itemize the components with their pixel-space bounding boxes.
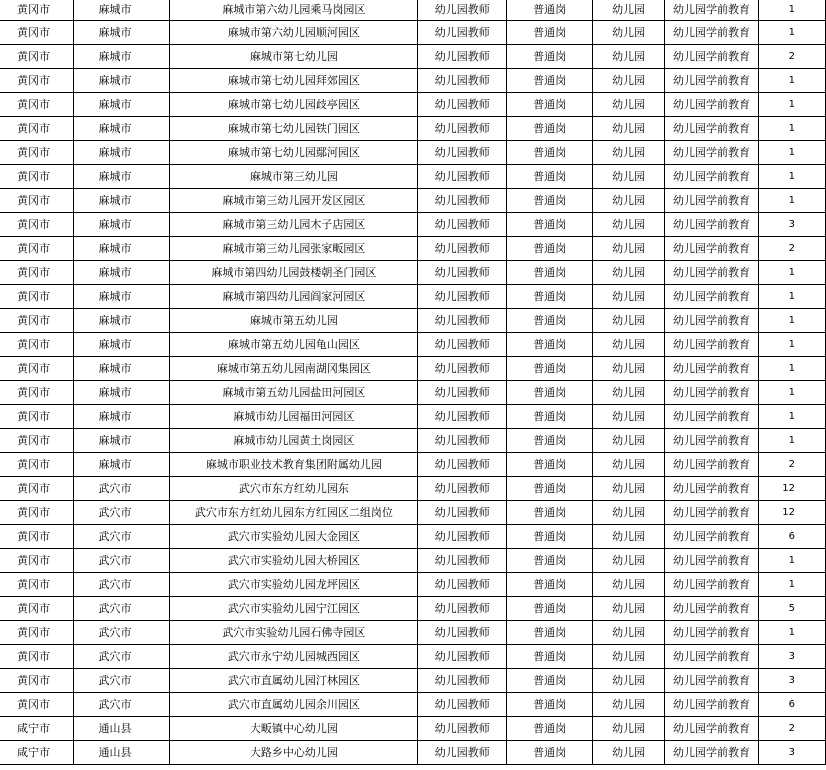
post-cell[interactable]: 幼儿园教师: [418, 717, 507, 741]
table-row: [0, 741, 826, 765]
county-cell[interactable]: 麻城市: [74, 285, 170, 309]
post-type-cell[interactable]: 普通岗: [507, 261, 593, 285]
county-cell[interactable]: 麻城市: [74, 333, 170, 357]
city-cell[interactable]: 黄冈市: [0, 357, 74, 381]
unit-cell[interactable]: 麻城市第四幼儿园阎家河园区: [170, 285, 418, 309]
city-cell[interactable]: 黄冈市: [0, 405, 74, 429]
table-row: [0, 477, 826, 501]
major-cell[interactable]: 幼儿园学前教育: [665, 285, 759, 309]
table-row: [0, 261, 826, 285]
city-cell[interactable]: 黄冈市: [0, 525, 74, 549]
unit-cell[interactable]: 武穴市实验幼儿园石佛寺园区: [170, 621, 418, 645]
major-cell[interactable]: 幼儿园学前教育: [665, 0, 759, 21]
unit-cell[interactable]: 大畈镇中心幼儿园: [170, 717, 418, 741]
unit-cell[interactable]: 武穴市实验幼儿园大金园区: [170, 525, 418, 549]
unit-cell[interactable]: 武穴市实验幼儿园宁江园区: [170, 597, 418, 621]
post-cell[interactable]: 幼儿园教师: [418, 453, 507, 477]
level-cell[interactable]: 幼儿园: [593, 381, 665, 405]
county-cell[interactable]: 武穴市: [74, 549, 170, 573]
major-cell[interactable]: 幼儿园学前教育: [665, 501, 759, 525]
unit-cell[interactable]: 麻城市第五幼儿园龟山园区: [170, 333, 418, 357]
county-cell[interactable]: 通山县: [74, 717, 170, 741]
count-cell[interactable]: 1: [759, 189, 826, 213]
level-cell[interactable]: 幼儿园: [593, 573, 665, 597]
level-cell[interactable]: 幼儿园: [593, 117, 665, 141]
city-cell[interactable]: 黄冈市: [0, 45, 74, 69]
count-cell[interactable]: 1: [759, 405, 826, 429]
post-cell[interactable]: 幼儿园教师: [418, 285, 507, 309]
count-cell[interactable]: 2: [759, 453, 826, 477]
count-cell[interactable]: 1: [759, 429, 826, 453]
count-cell[interactable]: 1: [759, 573, 826, 597]
county-cell[interactable]: 麻城市: [74, 213, 170, 237]
county-cell[interactable]: 麻城市: [74, 117, 170, 141]
level-cell[interactable]: 幼儿园: [593, 189, 665, 213]
unit-cell[interactable]: 麻城市职业技术教育集团附属幼儿园: [170, 453, 418, 477]
major-cell[interactable]: 幼儿园学前教育: [665, 525, 759, 549]
county-cell[interactable]: 通山县: [74, 741, 170, 765]
city-cell[interactable]: 黄冈市: [0, 501, 74, 525]
major-cell[interactable]: 幼儿园学前教育: [665, 117, 759, 141]
post-type-cell[interactable]: 普通岗: [507, 645, 593, 669]
major-cell[interactable]: 幼儿园学前教育: [665, 381, 759, 405]
post-type-cell[interactable]: 普通岗: [507, 741, 593, 765]
major-cell[interactable]: 幼儿园学前教育: [665, 213, 759, 237]
post-type-cell[interactable]: 普通岗: [507, 69, 593, 93]
unit-cell[interactable]: 麻城市第三幼儿园木子店园区: [170, 213, 418, 237]
level-cell[interactable]: 幼儿园: [593, 453, 665, 477]
post-type-cell[interactable]: 普通岗: [507, 621, 593, 645]
level-cell[interactable]: 幼儿园: [593, 669, 665, 693]
post-type-cell[interactable]: 普通岗: [507, 93, 593, 117]
post-cell[interactable]: 幼儿园教师: [418, 357, 507, 381]
post-cell[interactable]: 幼儿园教师: [418, 429, 507, 453]
level-cell[interactable]: 幼儿园: [593, 645, 665, 669]
table-row: [0, 333, 826, 357]
unit-cell[interactable]: 麻城市第五幼儿园盐田河园区: [170, 381, 418, 405]
unit-cell[interactable]: 武穴市直属幼儿园余川园区: [170, 693, 418, 717]
city-cell[interactable]: 黄冈市: [0, 237, 74, 261]
county-cell[interactable]: 麻城市: [74, 93, 170, 117]
major-cell[interactable]: 幼儿园学前教育: [665, 45, 759, 69]
count-cell[interactable]: 5: [759, 597, 826, 621]
count-cell[interactable]: 1: [759, 165, 826, 189]
post-cell[interactable]: 幼儿园教师: [418, 93, 507, 117]
count-cell[interactable]: 1: [759, 309, 826, 333]
county-cell[interactable]: 麻城市: [74, 21, 170, 45]
county-cell[interactable]: 麻城市: [74, 0, 170, 21]
count-cell[interactable]: 1: [759, 261, 826, 285]
count-cell[interactable]: 1: [759, 333, 826, 357]
table-row: [0, 93, 826, 117]
level-cell[interactable]: 幼儿园: [593, 357, 665, 381]
county-cell[interactable]: 武穴市: [74, 501, 170, 525]
post-type-cell[interactable]: 普通岗: [507, 405, 593, 429]
level-cell[interactable]: 幼儿园: [593, 429, 665, 453]
major-cell[interactable]: 幼儿园学前教育: [665, 261, 759, 285]
post-type-cell[interactable]: 普通岗: [507, 309, 593, 333]
level-cell[interactable]: 幼儿园: [593, 261, 665, 285]
post-type-cell[interactable]: 普通岗: [507, 693, 593, 717]
count-cell[interactable]: 2: [759, 45, 826, 69]
county-cell[interactable]: 麻城市: [74, 261, 170, 285]
count-cell[interactable]: 1: [759, 285, 826, 309]
post-cell[interactable]: 幼儿园教师: [418, 741, 507, 765]
count-cell[interactable]: 3: [759, 741, 826, 765]
level-cell[interactable]: 幼儿园: [593, 549, 665, 573]
count-cell[interactable]: 2: [759, 717, 826, 741]
unit-cell[interactable]: 麻城市第三幼儿园开发区园区: [170, 189, 418, 213]
table-row: [0, 717, 826, 741]
level-cell[interactable]: 幼儿园: [593, 597, 665, 621]
post-type-cell[interactable]: 普通岗: [507, 501, 593, 525]
city-cell[interactable]: 黄冈市: [0, 69, 74, 93]
county-cell[interactable]: 武穴市: [74, 645, 170, 669]
major-cell[interactable]: 幼儿园学前教育: [665, 405, 759, 429]
level-cell[interactable]: 幼儿园: [593, 621, 665, 645]
unit-cell[interactable]: 武穴市永宁幼儿园城西园区: [170, 645, 418, 669]
major-cell[interactable]: 幼儿园学前教育: [665, 669, 759, 693]
unit-cell[interactable]: 麻城市幼儿园福田河园区: [170, 405, 418, 429]
count-cell[interactable]: 12: [759, 477, 826, 501]
table-row: [0, 213, 826, 237]
table-row: [0, 429, 826, 453]
level-cell[interactable]: 幼儿园: [593, 45, 665, 69]
level-cell[interactable]: 幼儿园: [593, 693, 665, 717]
city-cell[interactable]: 黄冈市: [0, 621, 74, 645]
city-cell[interactable]: 黄冈市: [0, 93, 74, 117]
post-cell[interactable]: 幼儿园教师: [418, 45, 507, 69]
county-cell[interactable]: 麻城市: [74, 357, 170, 381]
table-row: [0, 573, 826, 597]
unit-cell[interactable]: 麻城市第七幼儿园鄢河园区: [170, 141, 418, 165]
unit-cell[interactable]: 麻城市第七幼儿园歧亭园区: [170, 93, 418, 117]
city-cell[interactable]: 黄冈市: [0, 453, 74, 477]
city-cell[interactable]: 黄冈市: [0, 261, 74, 285]
table-row: [0, 45, 826, 69]
count-cell[interactable]: 1: [759, 117, 826, 141]
level-cell[interactable]: 幼儿园: [593, 405, 665, 429]
unit-cell[interactable]: 麻城市第六幼儿园乘马岗园区: [170, 0, 418, 21]
post-cell[interactable]: 幼儿园教师: [418, 693, 507, 717]
level-cell[interactable]: 幼儿园: [593, 21, 665, 45]
post-type-cell[interactable]: 普通岗: [507, 429, 593, 453]
unit-cell[interactable]: 麻城市第七幼儿园: [170, 45, 418, 69]
unit-cell[interactable]: 武穴市实验幼儿园龙坪园区: [170, 573, 418, 597]
post-type-cell[interactable]: 普通岗: [507, 237, 593, 261]
table-row: [0, 165, 826, 189]
table-row: [0, 189, 826, 213]
table-row: [0, 525, 826, 549]
post-cell[interactable]: 幼儿园教师: [418, 237, 507, 261]
level-cell[interactable]: 幼儿园: [593, 141, 665, 165]
unit-cell[interactable]: 武穴市东方红幼儿园东: [170, 477, 418, 501]
unit-cell[interactable]: 麻城市第三幼儿园: [170, 165, 418, 189]
count-cell[interactable]: 3: [759, 645, 826, 669]
post-type-cell[interactable]: 普通岗: [507, 141, 593, 165]
city-cell[interactable]: 黄冈市: [0, 333, 74, 357]
county-cell[interactable]: 武穴市: [74, 597, 170, 621]
level-cell[interactable]: 幼儿园: [593, 309, 665, 333]
post-cell[interactable]: 幼儿园教师: [418, 597, 507, 621]
count-cell[interactable]: 1: [759, 621, 826, 645]
count-cell[interactable]: 2: [759, 237, 826, 261]
table-row: [0, 501, 826, 525]
count-cell[interactable]: 1: [759, 69, 826, 93]
table-row: [0, 597, 826, 621]
table-row: [0, 693, 826, 717]
city-cell[interactable]: 黄冈市: [0, 285, 74, 309]
major-cell[interactable]: 幼儿园学前教育: [665, 309, 759, 333]
major-cell[interactable]: 幼儿园学前教育: [665, 741, 759, 765]
major-cell[interactable]: 幼儿园学前教育: [665, 237, 759, 261]
city-cell[interactable]: 黄冈市: [0, 549, 74, 573]
major-cell[interactable]: 幼儿园学前教育: [665, 597, 759, 621]
post-type-cell[interactable]: 普通岗: [507, 525, 593, 549]
count-cell[interactable]: 1: [759, 0, 826, 21]
major-cell[interactable]: 幼儿园学前教育: [665, 357, 759, 381]
city-cell[interactable]: 黄冈市: [0, 213, 74, 237]
post-type-cell[interactable]: 普通岗: [507, 549, 593, 573]
post-type-cell[interactable]: 普通岗: [507, 21, 593, 45]
major-cell[interactable]: 幼儿园学前教育: [665, 645, 759, 669]
post-cell[interactable]: 幼儿园教师: [418, 117, 507, 141]
level-cell[interactable]: 幼儿园: [593, 165, 665, 189]
unit-cell[interactable]: 麻城市第五幼儿园: [170, 309, 418, 333]
county-cell[interactable]: 麻城市: [74, 165, 170, 189]
table-row: [0, 117, 826, 141]
post-cell[interactable]: 幼儿园教师: [418, 333, 507, 357]
post-cell[interactable]: 幼儿园教师: [418, 165, 507, 189]
level-cell[interactable]: 幼儿园: [593, 237, 665, 261]
level-cell[interactable]: 幼儿园: [593, 525, 665, 549]
count-cell[interactable]: 1: [759, 381, 826, 405]
post-cell[interactable]: 幼儿园教师: [418, 525, 507, 549]
table-row: [0, 645, 826, 669]
table-row: [0, 669, 826, 693]
post-cell[interactable]: 幼儿园教师: [418, 189, 507, 213]
count-cell[interactable]: 6: [759, 693, 826, 717]
post-cell[interactable]: 幼儿园教师: [418, 549, 507, 573]
post-cell[interactable]: 幼儿园教师: [418, 621, 507, 645]
table-row: [0, 0, 826, 21]
post-cell[interactable]: 幼儿园教师: [418, 573, 507, 597]
county-cell[interactable]: 武穴市: [74, 621, 170, 645]
post-type-cell[interactable]: 普通岗: [507, 597, 593, 621]
county-cell[interactable]: 麻城市: [74, 405, 170, 429]
city-cell[interactable]: 黄冈市: [0, 117, 74, 141]
city-cell[interactable]: 黄冈市: [0, 189, 74, 213]
county-cell[interactable]: 麻城市: [74, 45, 170, 69]
post-type-cell[interactable]: 普通岗: [507, 477, 593, 501]
major-cell[interactable]: 幼儿园学前教育: [665, 21, 759, 45]
major-cell[interactable]: 幼儿园学前教育: [665, 621, 759, 645]
level-cell[interactable]: 幼儿园: [593, 333, 665, 357]
major-cell[interactable]: 幼儿园学前教育: [665, 93, 759, 117]
post-type-cell[interactable]: 普通岗: [507, 453, 593, 477]
post-type-cell[interactable]: 普通岗: [507, 45, 593, 69]
post-cell[interactable]: 幼儿园教师: [418, 405, 507, 429]
table-row: [0, 357, 826, 381]
post-type-cell[interactable]: 普通岗: [507, 669, 593, 693]
post-type-cell[interactable]: 普通岗: [507, 717, 593, 741]
unit-cell[interactable]: 麻城市第四幼儿园鼓楼朝圣门园区: [170, 261, 418, 285]
table-row: [0, 237, 826, 261]
major-cell[interactable]: 幼儿园学前教育: [665, 477, 759, 501]
city-cell[interactable]: 黄冈市: [0, 165, 74, 189]
post-type-cell[interactable]: 普通岗: [507, 357, 593, 381]
major-cell[interactable]: 幼儿园学前教育: [665, 429, 759, 453]
level-cell[interactable]: 幼儿园: [593, 213, 665, 237]
table-row: [0, 381, 826, 405]
table-row: [0, 285, 826, 309]
major-cell[interactable]: 幼儿园学前教育: [665, 165, 759, 189]
county-cell[interactable]: 武穴市: [74, 477, 170, 501]
major-cell[interactable]: 幼儿园学前教育: [665, 717, 759, 741]
post-type-cell[interactable]: 普通岗: [507, 117, 593, 141]
count-cell[interactable]: 1: [759, 549, 826, 573]
city-cell[interactable]: 黄冈市: [0, 693, 74, 717]
table-row: [0, 141, 826, 165]
county-cell[interactable]: 麻城市: [74, 429, 170, 453]
count-cell[interactable]: 1: [759, 21, 826, 45]
level-cell[interactable]: 幼儿园: [593, 741, 665, 765]
major-cell[interactable]: 幼儿园学前教育: [665, 693, 759, 717]
unit-cell[interactable]: 麻城市第五幼儿园南湖冈集园区: [170, 357, 418, 381]
level-cell[interactable]: 幼儿园: [593, 285, 665, 309]
count-cell[interactable]: 12: [759, 501, 826, 525]
post-type-cell[interactable]: 普通岗: [507, 573, 593, 597]
post-cell[interactable]: 幼儿园教师: [418, 0, 507, 21]
major-cell[interactable]: 幼儿园学前教育: [665, 333, 759, 357]
post-cell[interactable]: 幼儿园教师: [418, 501, 507, 525]
unit-cell[interactable]: 麻城市第六幼儿园顺河园区: [170, 21, 418, 45]
county-cell[interactable]: 麻城市: [74, 453, 170, 477]
post-cell[interactable]: 幼儿园教师: [418, 141, 507, 165]
county-cell[interactable]: 武穴市: [74, 573, 170, 597]
post-type-cell[interactable]: 普通岗: [507, 381, 593, 405]
table-row: [0, 621, 826, 645]
post-type-cell[interactable]: 普通岗: [507, 285, 593, 309]
post-type-cell[interactable]: 普通岗: [507, 165, 593, 189]
unit-cell[interactable]: 麻城市第七幼儿园铁门园区: [170, 117, 418, 141]
table-row: [0, 309, 826, 333]
county-cell[interactable]: 麻城市: [74, 141, 170, 165]
major-cell[interactable]: 幼儿园学前教育: [665, 549, 759, 573]
county-cell[interactable]: 麻城市: [74, 69, 170, 93]
major-cell[interactable]: 幼儿园学前教育: [665, 69, 759, 93]
unit-cell[interactable]: 武穴市直属幼儿园汀林园区: [170, 669, 418, 693]
level-cell[interactable]: 幼儿园: [593, 0, 665, 21]
city-cell[interactable]: 黄冈市: [0, 429, 74, 453]
post-cell[interactable]: 幼儿园教师: [418, 477, 507, 501]
post-cell[interactable]: 幼儿园教师: [418, 69, 507, 93]
post-cell[interactable]: 幼儿园教师: [418, 381, 507, 405]
post-type-cell[interactable]: 普通岗: [507, 189, 593, 213]
unit-cell[interactable]: 武穴市东方红幼儿园东方红园区二组岗位: [170, 501, 418, 525]
level-cell[interactable]: 幼儿园: [593, 69, 665, 93]
city-cell[interactable]: 黄冈市: [0, 309, 74, 333]
post-cell[interactable]: 幼儿园教师: [418, 309, 507, 333]
count-cell[interactable]: 3: [759, 213, 826, 237]
table-row: [0, 69, 826, 93]
county-cell[interactable]: 麻城市: [74, 237, 170, 261]
unit-cell[interactable]: 麻城市幼儿园黄土岗园区: [170, 429, 418, 453]
count-cell[interactable]: 3: [759, 669, 826, 693]
level-cell[interactable]: 幼儿园: [593, 501, 665, 525]
count-cell[interactable]: 1: [759, 93, 826, 117]
table-row: [0, 405, 826, 429]
city-cell[interactable]: 黄冈市: [0, 0, 74, 21]
city-cell[interactable]: 黄冈市: [0, 669, 74, 693]
county-cell[interactable]: 麻城市: [74, 309, 170, 333]
major-cell[interactable]: 幼儿园学前教育: [665, 453, 759, 477]
county-cell[interactable]: 麻城市: [74, 189, 170, 213]
city-cell[interactable]: 黄冈市: [0, 573, 74, 597]
city-cell[interactable]: 咸宁市: [0, 717, 74, 741]
count-cell[interactable]: 6: [759, 525, 826, 549]
city-cell[interactable]: 黄冈市: [0, 141, 74, 165]
county-cell[interactable]: 麻城市: [74, 381, 170, 405]
city-cell[interactable]: 黄冈市: [0, 645, 74, 669]
city-cell[interactable]: 黄冈市: [0, 477, 74, 501]
post-cell[interactable]: 幼儿园教师: [418, 669, 507, 693]
post-type-cell[interactable]: 普通岗: [507, 0, 593, 21]
count-cell[interactable]: 1: [759, 141, 826, 165]
count-cell[interactable]: 1: [759, 357, 826, 381]
unit-cell[interactable]: 武穴市实验幼儿园大桥园区: [170, 549, 418, 573]
unit-cell[interactable]: 大路乡中心幼儿园: [170, 741, 418, 765]
county-cell[interactable]: 武穴市: [74, 669, 170, 693]
unit-cell[interactable]: 麻城市第三幼儿园张家畈园区: [170, 237, 418, 261]
post-cell[interactable]: 幼儿园教师: [418, 261, 507, 285]
post-type-cell[interactable]: 普通岗: [507, 333, 593, 357]
table-row: [0, 549, 826, 573]
major-cell[interactable]: 幼儿园学前教育: [665, 141, 759, 165]
city-cell[interactable]: 黄冈市: [0, 21, 74, 45]
table-row: [0, 21, 826, 45]
level-cell[interactable]: 幼儿园: [593, 717, 665, 741]
table-row: [0, 453, 826, 477]
major-cell[interactable]: 幼儿园学前教育: [665, 573, 759, 597]
post-cell[interactable]: 幼儿园教师: [418, 645, 507, 669]
city-cell[interactable]: 黄冈市: [0, 597, 74, 621]
level-cell[interactable]: 幼儿园: [593, 477, 665, 501]
city-cell[interactable]: 咸宁市: [0, 741, 74, 765]
post-cell[interactable]: 幼儿园教师: [418, 213, 507, 237]
city-cell[interactable]: 黄冈市: [0, 381, 74, 405]
county-cell[interactable]: 武穴市: [74, 693, 170, 717]
unit-cell[interactable]: 麻城市第七幼儿园拜郊园区: [170, 69, 418, 93]
post-type-cell[interactable]: 普通岗: [507, 213, 593, 237]
major-cell[interactable]: 幼儿园学前教育: [665, 189, 759, 213]
post-cell[interactable]: 幼儿园教师: [418, 21, 507, 45]
county-cell[interactable]: 武穴市: [74, 525, 170, 549]
level-cell[interactable]: 幼儿园: [593, 93, 665, 117]
